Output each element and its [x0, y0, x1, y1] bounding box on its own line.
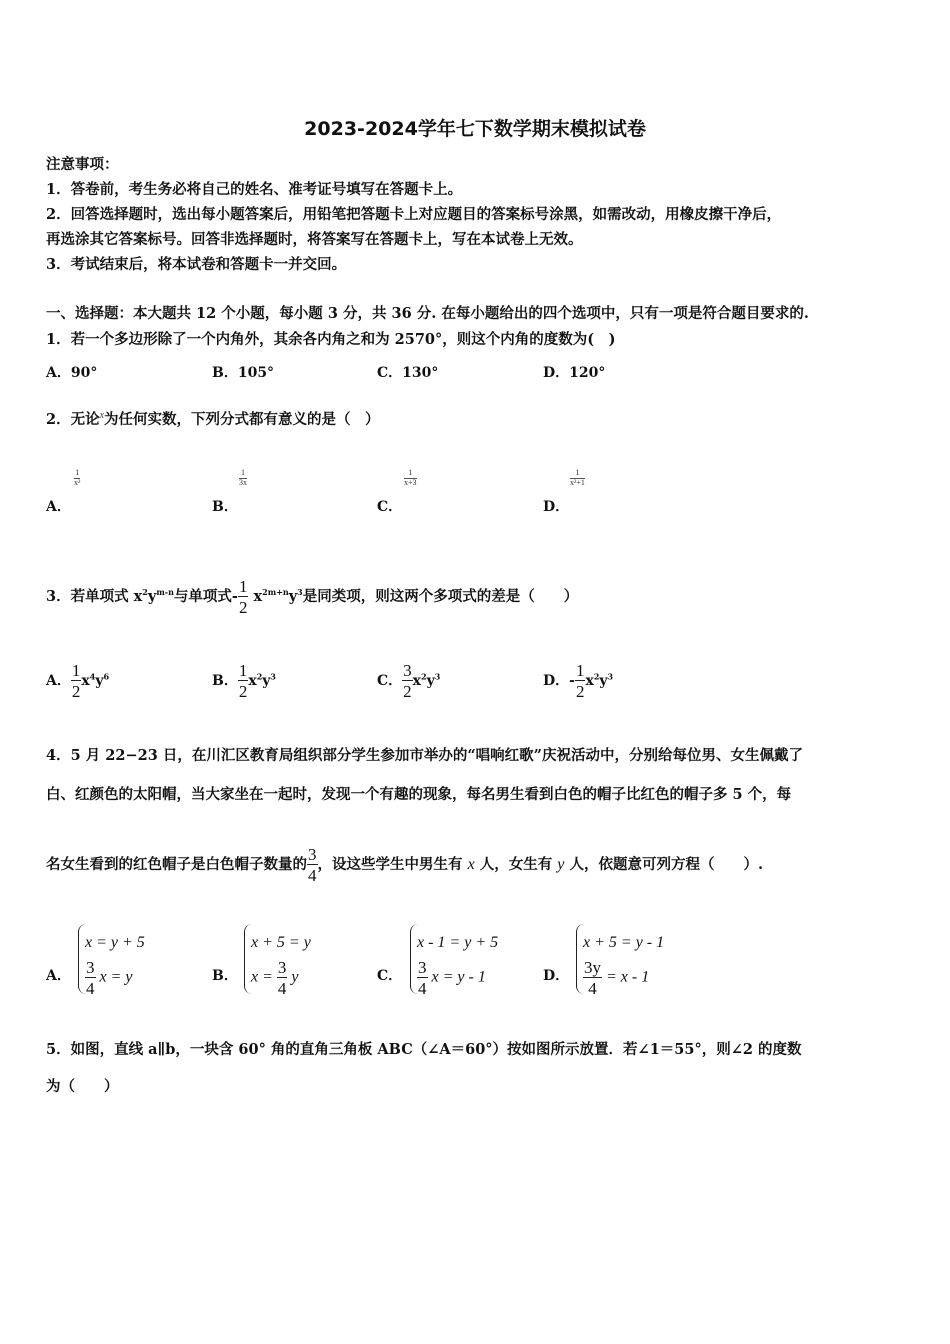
option-sign: -: [569, 673, 575, 689]
option-exp: 3: [607, 671, 614, 682]
equation-row: x = y + 5: [85, 934, 145, 951]
question-3-stem: [46, 578, 578, 616]
question-5-line: 5．如图，直线 a∥b，一块含 60° 角的直角三角板 ABC（∠A＝60°）按如图所示放置．若∠1＝55°，则∠2 的度数: [46, 1041, 802, 1058]
q3-option-a: [46, 662, 109, 700]
option-exp: 4: [89, 671, 96, 682]
q2-frac-den: x+3: [404, 477, 417, 487]
q3-option-b: [212, 662, 276, 700]
eq-fraction: [417, 959, 428, 997]
frac-den: 2: [238, 598, 248, 617]
q4-option-b-label: B．: [212, 968, 238, 984]
question-5-line: 为（ ）: [46, 1078, 119, 1095]
q3-text: y: [288, 588, 298, 605]
option-label: B．: [212, 673, 238, 689]
q4-text: 人，依题意可列方程（ ）.: [569, 856, 764, 873]
option-label: C．: [377, 673, 403, 689]
notice-item: 再选涂其它答案标号。回答非选择题时，将答案写在答题卡上，写在本试卷上无效。: [46, 231, 583, 248]
q1-option-d: D．120°: [543, 365, 606, 381]
q3-sup: m-n: [156, 587, 174, 598]
option-exp: 3: [434, 671, 441, 682]
q4-option-a-label: A．: [46, 968, 71, 984]
option-fraction: [402, 662, 413, 700]
q2-stem-pre: 2．无论: [46, 411, 100, 428]
question-4-line: [46, 846, 763, 884]
q4-option-a-system: [78, 924, 145, 998]
frac-num: 3: [418, 958, 427, 977]
q3-fraction: [238, 578, 249, 616]
question-1-stem: 1．若一个多边形除了一个内角外，其余各内角之和为 2570°，则这个内角的度数为( ): [46, 331, 616, 348]
frac-num: 3: [403, 661, 412, 680]
q2-option-a-label: A．: [46, 499, 71, 515]
frac-den: 4: [588, 979, 597, 998]
option-term: x: [248, 673, 257, 689]
q3-text: x: [253, 588, 263, 605]
eq-part: x = y - 1: [431, 968, 486, 986]
q3-text: y: [147, 588, 157, 605]
option-fraction: [575, 662, 586, 700]
option-term: x: [81, 673, 90, 689]
option-term: y: [95, 673, 104, 689]
frac-num: 1: [238, 661, 248, 680]
q2-option-d-fraction: [570, 467, 585, 487]
page-title: 2023-2024学年七下数学期末模拟试卷: [304, 118, 646, 140]
eq-part: y: [291, 968, 299, 986]
q4-text: ，设这些学生中男生有: [317, 856, 463, 873]
q4-option-c-label: C．: [377, 968, 403, 984]
option-exp: 2: [593, 671, 600, 682]
equation-row: x - 1 = y + 5: [417, 934, 499, 951]
frac-den: 2: [238, 682, 248, 701]
question-4-line: 白、红颜色的太阳帽，当大家坐在一起时，发现一个有趣的现象，每名男生看到白色的帽子比红色的帽子多 5 个，每: [46, 786, 792, 803]
eq-part: x = y: [99, 968, 133, 986]
q4-text: 人，女生有: [479, 856, 553, 873]
option-term: y: [599, 673, 608, 689]
frac-den: 4: [418, 979, 427, 998]
q2-frac-num: 1: [241, 467, 245, 477]
notice-heading: 注意事项：: [46, 156, 119, 173]
q2-option-c-fraction: [404, 467, 417, 487]
frac-den: 4: [86, 979, 95, 998]
equation-row: x + 5 = y: [251, 934, 311, 951]
option-exp: 2: [421, 671, 427, 682]
equation-row: x + 5 = y - 1: [583, 934, 665, 951]
q2-var-x: x: [99, 410, 105, 422]
frac-num: 3: [277, 958, 287, 977]
eq-part: x =: [251, 968, 277, 986]
q3-option-c: [377, 662, 440, 700]
frac-den: 2: [71, 682, 81, 701]
eq-fraction: [85, 959, 96, 997]
option-fraction: [71, 662, 82, 700]
frac-num: 1: [71, 661, 81, 680]
option-fraction: [238, 662, 249, 700]
frac-den: 4: [277, 979, 287, 998]
q3-text: 3．若单项式 x: [46, 588, 143, 605]
eq-fraction: [583, 959, 602, 997]
equation-row: [417, 958, 498, 998]
q3-sup: 2m+n: [262, 587, 289, 598]
question-2-stem: [46, 408, 380, 429]
q2-option-b-label: B．: [212, 499, 238, 515]
q2-frac-den: 3x: [239, 477, 247, 487]
q1-option-a: A．90°: [46, 365, 98, 381]
q2-frac-num: 1: [404, 469, 417, 479]
q3-option-d: [543, 662, 613, 700]
notice-item: 1．答卷前，考生务必将自己的姓名、准考证号填写在答题卡上。: [46, 181, 463, 198]
option-exp: 3: [270, 671, 276, 682]
q2-frac-den: x²+1: [570, 477, 585, 487]
equation-row: [583, 958, 664, 998]
option-term: x: [412, 673, 422, 689]
q2-frac-num: 1: [570, 469, 585, 479]
q2-option-c-label: C．: [377, 499, 403, 515]
option-term: y: [426, 673, 435, 689]
option-label: D．: [543, 673, 570, 689]
q1-option-c: C．130°: [377, 365, 439, 381]
q1-option-b: B．105°: [212, 365, 275, 381]
option-term: x: [585, 673, 594, 689]
q3-sup: 3: [297, 587, 303, 598]
option-term: y: [262, 673, 271, 689]
option-exp: 2: [256, 671, 263, 682]
equation-row: [251, 958, 311, 998]
q3-sup: 2: [142, 587, 148, 598]
q2-option-d-label: D．: [543, 499, 570, 515]
frac-num: 3: [308, 845, 317, 864]
q4-var: y: [557, 856, 565, 873]
eq-fraction: [277, 959, 288, 997]
q2-frac-num: 1: [75, 467, 80, 477]
q3-text: 与单项式-: [173, 588, 238, 605]
frac-den: 4: [308, 866, 317, 885]
frac-num: 1: [238, 577, 248, 596]
frac-num: 3y: [584, 958, 601, 977]
frac-den: 2: [403, 682, 412, 701]
q4-fraction: [307, 846, 318, 884]
q4-option-d-label: D．: [543, 968, 570, 984]
section-heading: 一、选择题：本大题共 12 个小题，每小题 3 分，共 36 分. 在每小题给出的四个选项中，只有一项是符合题目要求的.: [46, 305, 809, 322]
frac-num: 3: [86, 958, 95, 977]
q2-option-b-fraction: [239, 467, 247, 487]
q3-text: 是同类项，则这两个多项式的差是（ ）: [302, 588, 579, 605]
option-label: A．: [46, 673, 71, 689]
q4-option-b-system: [244, 924, 311, 998]
question-4-line: 4．5 月 22−23 日，在川汇区教育局组织部分学生参加市举办的“唱响红歌”庆祝活动中，分别给每位男、女生佩戴了: [46, 747, 804, 764]
frac-den: 2: [575, 682, 585, 701]
q4-text: 名女生看到的红色帽子是白色帽子数量的: [46, 856, 307, 873]
q4-option-d-system: [576, 924, 665, 998]
q4-var: x: [467, 856, 475, 873]
equation-row: [85, 958, 145, 998]
notice-item: 3．考试结束后，将本试卷和答题卡一并交回。: [46, 256, 347, 273]
q2-frac-den: x²: [74, 477, 81, 487]
q4-option-c-system: [410, 924, 499, 998]
option-exp: 6: [103, 671, 110, 682]
eq-part: = x - 1: [606, 968, 650, 986]
q2-stem-post: 为任何实数，下列分式都有意义的是（ ）: [104, 411, 380, 428]
notice-item: 2．回答选择题时，选出每小题答案后，用铅笔把答题卡上对应题目的答案标号涂黑，如需改动，用橡皮擦干净后，: [46, 206, 782, 223]
frac-num: 1: [575, 661, 585, 680]
q2-option-a-fraction: [74, 467, 80, 487]
